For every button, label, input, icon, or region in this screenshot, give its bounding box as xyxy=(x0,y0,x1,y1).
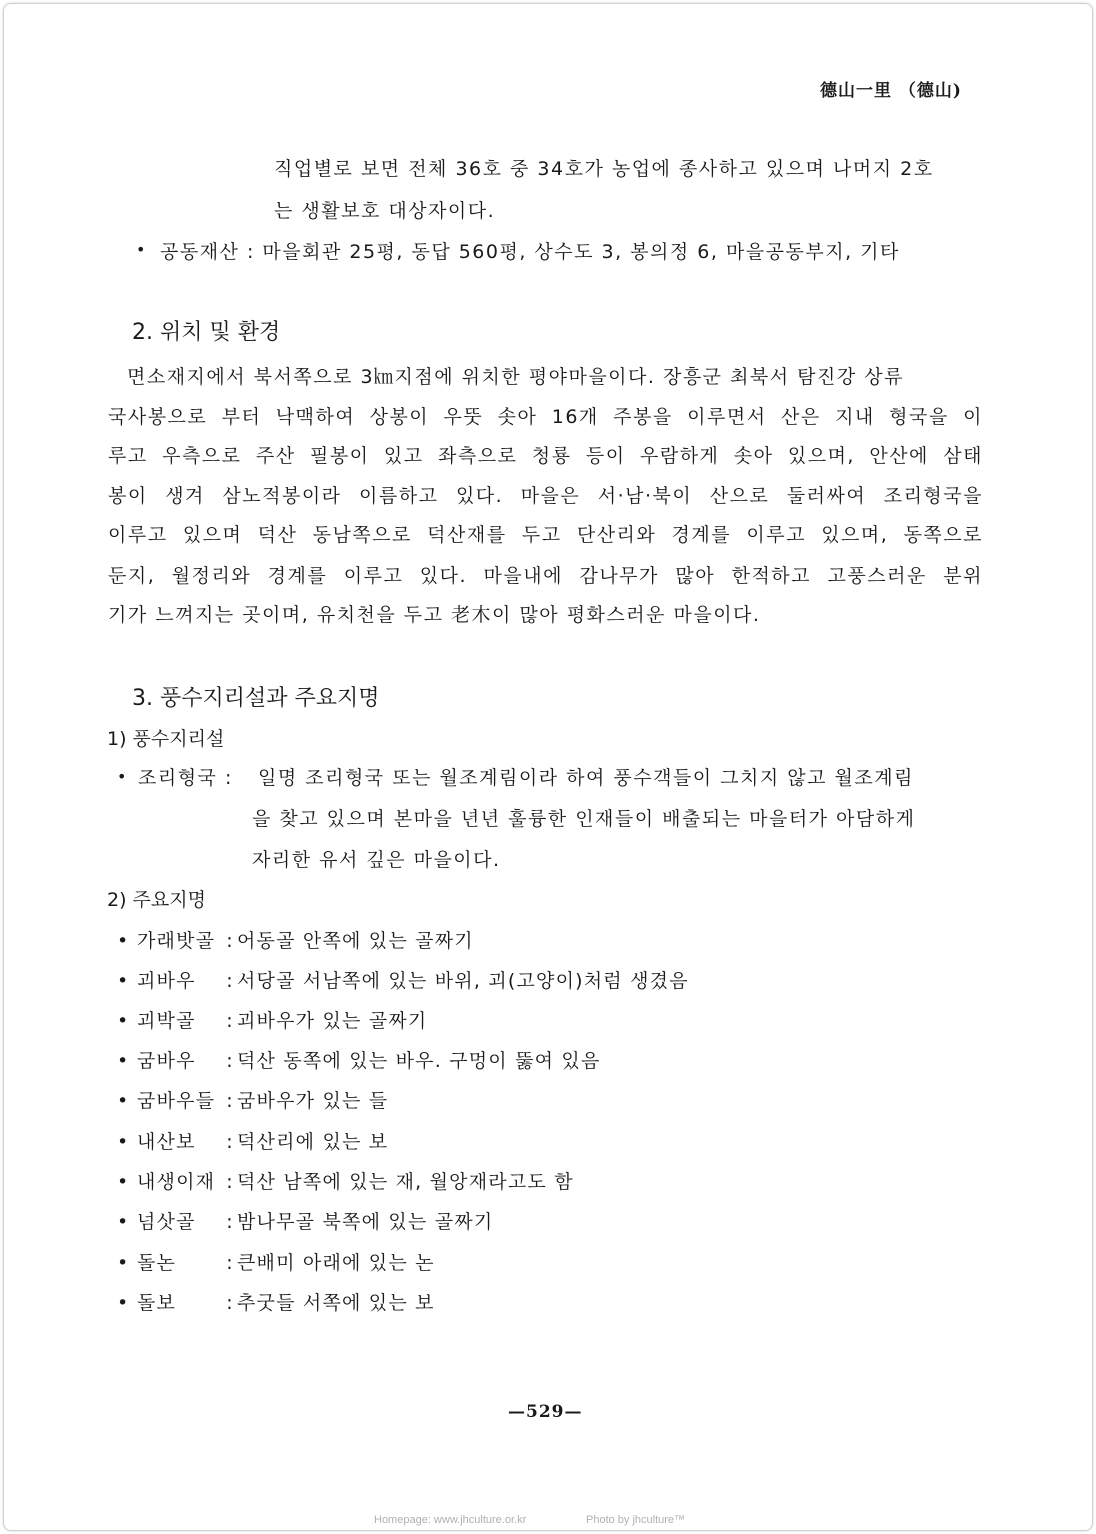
section-2-heading: 2. 위치 및 환경 xyxy=(132,320,281,345)
place-name: 내생이재 xyxy=(137,1171,216,1193)
section-2-line-1: 면소재지에서 북서쪽으로 3㎞지점에 위치한 평야마을이다. 장흥군 최북서 탐진강 상류 xyxy=(127,366,904,388)
footer-homepage: Homepage: www.jhculture.or.kr xyxy=(374,1514,527,1526)
place-name-row xyxy=(117,1046,601,1073)
place-colon: : xyxy=(226,1050,234,1072)
place-name-row xyxy=(117,966,689,993)
bullet-icon: • xyxy=(117,970,130,992)
bullet-icon: • xyxy=(117,1292,130,1314)
place-description: 추굿들 서쪽에 있는 보 xyxy=(237,1292,435,1314)
section-2-line-7: 기가 느껴지는 곳이며, 유치천을 두고 老木이 많아 평화스러운 마을이다. xyxy=(108,604,761,626)
place-name: 굼바우 xyxy=(137,1050,196,1072)
place-description: 덕산 동쪽에 있는 바우. 구멍이 뚫여 있음 xyxy=(237,1050,601,1072)
place-name: 넘삿골 xyxy=(137,1211,196,1233)
place-name-row xyxy=(117,1248,435,1275)
place-description: 굼바우가 있는 들 xyxy=(237,1090,389,1112)
subsection-2-heading: 2) 주요지명 xyxy=(107,889,206,911)
bullet-icon: • xyxy=(117,1090,130,1112)
place-description: 어동골 안쪽에 있는 골짜기 xyxy=(237,930,474,952)
running-header: 德山一里 （德山) xyxy=(820,81,962,101)
bullet-icon: • xyxy=(117,1211,130,1233)
place-name-row xyxy=(117,1288,435,1315)
place-name-row xyxy=(117,1207,493,1234)
bullet-icon: • xyxy=(117,767,127,786)
place-description: 큰배미 아래에 있는 논 xyxy=(237,1252,435,1274)
place-name: 괴바우 xyxy=(137,970,196,992)
bullet-icon: • xyxy=(117,1050,130,1072)
section-2-line-2: 국사봉으로 부터 낙맥하여 상봉이 우뚯 솟아 16개 주봉을 이루면서 산은 지내 형국을 이 xyxy=(108,406,983,428)
place-description: 괴바우가 있는 골짜기 xyxy=(237,1010,428,1032)
place-name-row xyxy=(117,1127,388,1154)
place-description: 서당골 서남쪽에 있는 바위, 괴(고양이)처럼 생겼음 xyxy=(237,970,689,992)
joriheyong-line-1: 일명 조리형국 또는 월조계림이라 하여 풍수객들이 그치지 않고 월조계림 xyxy=(258,767,914,789)
bullet-icon: • xyxy=(117,1171,130,1193)
place-colon: : xyxy=(226,1010,234,1032)
place-name-row xyxy=(117,1167,574,1194)
page-number: —529— xyxy=(508,1402,583,1422)
place-name: 돌논 xyxy=(137,1252,177,1274)
place-name-row xyxy=(117,926,474,953)
place-description: 밤나무골 북쪽에 있는 골짜기 xyxy=(237,1211,494,1233)
place-name: 돌보 xyxy=(137,1292,177,1314)
section-2-line-5: 이루고 있으며 덕산 동남쪽으로 덕산재를 두고 단산리와 경계를 이루고 있으며, 동쪽으로 xyxy=(108,524,983,546)
bullet-icon: • xyxy=(136,240,146,259)
bullet-icon: • xyxy=(117,930,130,952)
section-2-line-4: 봉이 생겨 삼노적봉이라 이름하고 있다. 마을은 서·남·북이 산으로 둘러싸여 조리형국을 xyxy=(108,485,983,507)
place-name-row xyxy=(117,1006,427,1033)
place-description: 덕산리에 있는 보 xyxy=(237,1131,389,1153)
place-name: 괴박골 xyxy=(137,1010,196,1032)
occupation-line-2: 는 생활보호 대상자이다. xyxy=(274,200,496,222)
section-2-line-6: 둔지, 월정리와 경계를 이루고 있다. 마을내에 감나무가 많아 한적하고 고풍스러운 분위 xyxy=(108,565,983,587)
place-description: 덕산 남쪽에 있는 재, 월앙재라고도 함 xyxy=(237,1171,574,1193)
footer-photo-credit: Photo by jhculture™ xyxy=(586,1514,686,1526)
bullet-icon: • xyxy=(117,1010,130,1032)
place-colon: : xyxy=(226,1131,234,1153)
occupation-line-1: 직업별로 보면 전체 36호 중 34호가 농업에 종사하고 있으며 나머지 2호 xyxy=(274,158,934,180)
subsection-1-heading: 1) 풍수지리설 xyxy=(107,728,225,750)
place-name-row xyxy=(117,1086,388,1113)
place-colon: : xyxy=(226,1090,234,1112)
place-colon: : xyxy=(226,1292,234,1314)
joriheyong-line-2: 을 찾고 있으며 본마을 년년 훌륭한 인재들이 배출되는 마을터가 아담하게 xyxy=(252,808,916,830)
place-colon: : xyxy=(226,970,234,992)
joriheyong-label: 조리형국 : xyxy=(138,767,233,789)
place-name: 굼바우들 xyxy=(137,1090,216,1112)
place-colon: : xyxy=(226,1171,234,1193)
place-name: 내산보 xyxy=(137,1131,196,1153)
section-3-heading: 3. 풍수지리설과 주요지명 xyxy=(132,686,380,711)
place-colon: : xyxy=(226,1211,234,1233)
bullet-icon: • xyxy=(117,1252,130,1274)
place-colon: : xyxy=(226,930,234,952)
place-name: 가래밧골 xyxy=(137,930,216,952)
section-2-line-3: 루고 우측으로 주산 필봉이 있고 좌측으로 청룡 등이 우람하게 솟아 있으며, 안산에 삼태 xyxy=(108,445,983,467)
place-colon: : xyxy=(226,1252,234,1274)
common-property-line: 공동재산 : 마을회관 25평, 동답 560평, 상수도 3, 봉의정 6, 마을공동부지, 기타 xyxy=(160,241,900,263)
joriheyong-line-3: 자리한 유서 깊은 마을이다. xyxy=(252,849,501,871)
bullet-icon: • xyxy=(117,1131,130,1153)
